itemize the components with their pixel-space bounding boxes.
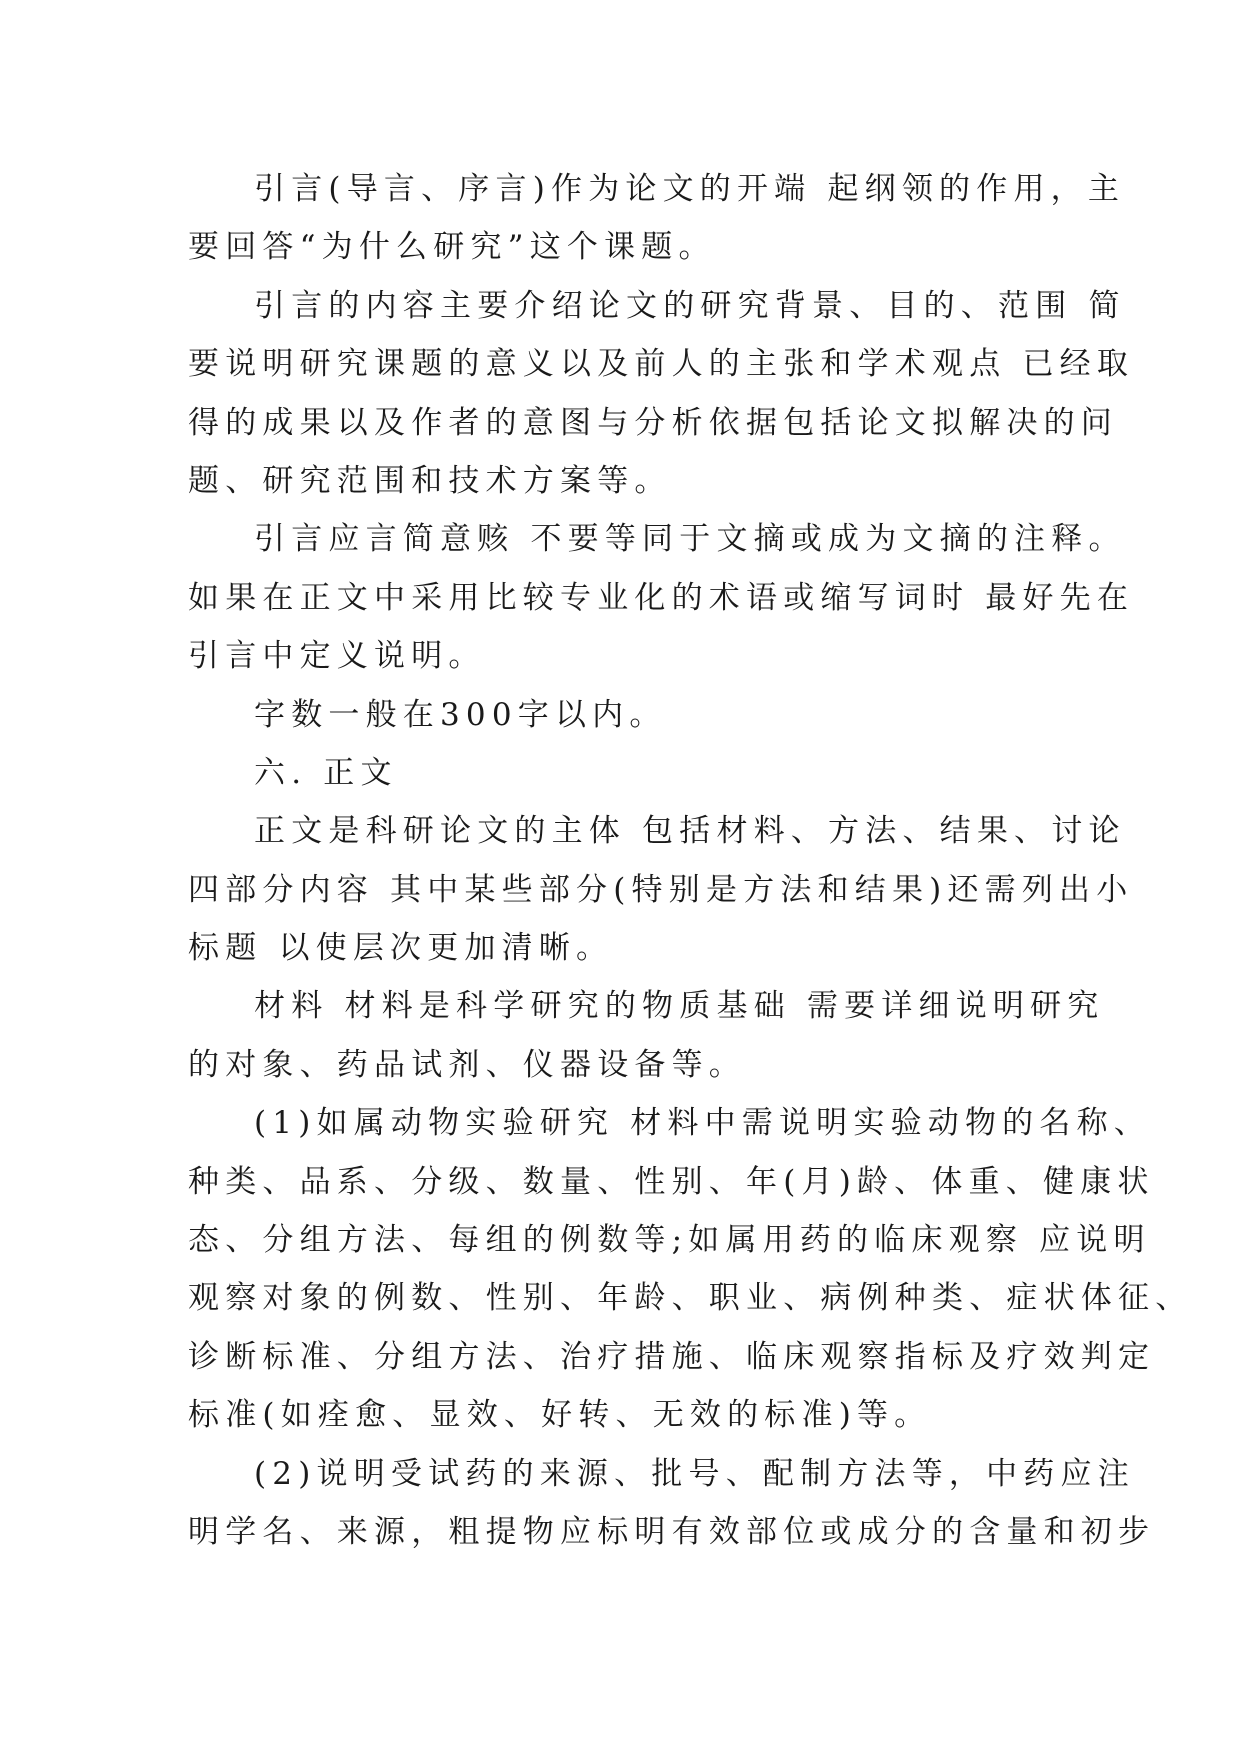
text-line: 字数一般在300字以内。 — [254, 696, 667, 733]
text-line: 要说明研究课题的意义以及前人的主张和学术观点 已经取 — [188, 346, 1135, 383]
text-line: 标题 以使层次更加清晰。 — [188, 930, 614, 967]
text-line: 种类、品系、分级、数量、性别、年(月)龄、体重、健康状 — [188, 1163, 1155, 1200]
text-line: 四部分内容 其中某些部分(特别是方法和结果)还需列出小 — [188, 871, 1134, 908]
text-line: 题、研究范围和技术方案等。 — [188, 462, 672, 499]
document-body — [188, 160, 1193, 1561]
text-line: 引言(导言、序言)作为论文的开端 起纲领的作用，主 — [254, 171, 1126, 207]
text-line: (2)说明受试药的来源、批号、配制方法等，中药应注 — [254, 1455, 1135, 1492]
text-line: 标准(如痊愈、显效、好转、无效的标准)等。 — [188, 1397, 932, 1434]
text-line: 如果在正文中采用比较专业化的术语或缩写词时 最好先在 — [188, 579, 1135, 616]
text-line: 要回答“为什么研究”这个课题。 — [188, 229, 716, 266]
text-line: 引言中定义说明。 — [188, 638, 486, 675]
text-line: 正文是科研论文的主体 包括材料、方法、结果、讨论 — [254, 813, 1126, 850]
text-line: 引言应言简意赅 不要等同于文摘或成为文摘的注释。 — [254, 521, 1126, 558]
text-line: 诊断标准、分组方法、治疗措施、临床观察指标及疗效判定 — [188, 1338, 1156, 1375]
text-line: 材料 材料是科学研究的物质基础 需要详细说明研究 — [254, 988, 1105, 1025]
text-line: (1)如属动物实验研究 材料中需说明实验动物的名称、 — [254, 1105, 1151, 1142]
section-heading: 六. 正文 — [254, 754, 398, 791]
text-line: 引言的内容主要介绍论文的研究背景、目的、范围 简 — [254, 287, 1126, 324]
text-line: 观察对象的例数、性别、年龄、职业、病例种类、症状体征、 — [188, 1280, 1193, 1317]
text-line: 得的成果以及作者的意图与分析依据包括论文拟解决的问 — [188, 404, 1118, 441]
text-line: 态、分组方法、每组的例数等;如属用药的临床观察 应说明 — [188, 1222, 1151, 1259]
text-line: 明学名、来源，粗提物应标明有效部位或成分的含量和初步 — [188, 1513, 1156, 1550]
text-line: 的对象、药品试剂、仪器设备等。 — [188, 1046, 746, 1083]
